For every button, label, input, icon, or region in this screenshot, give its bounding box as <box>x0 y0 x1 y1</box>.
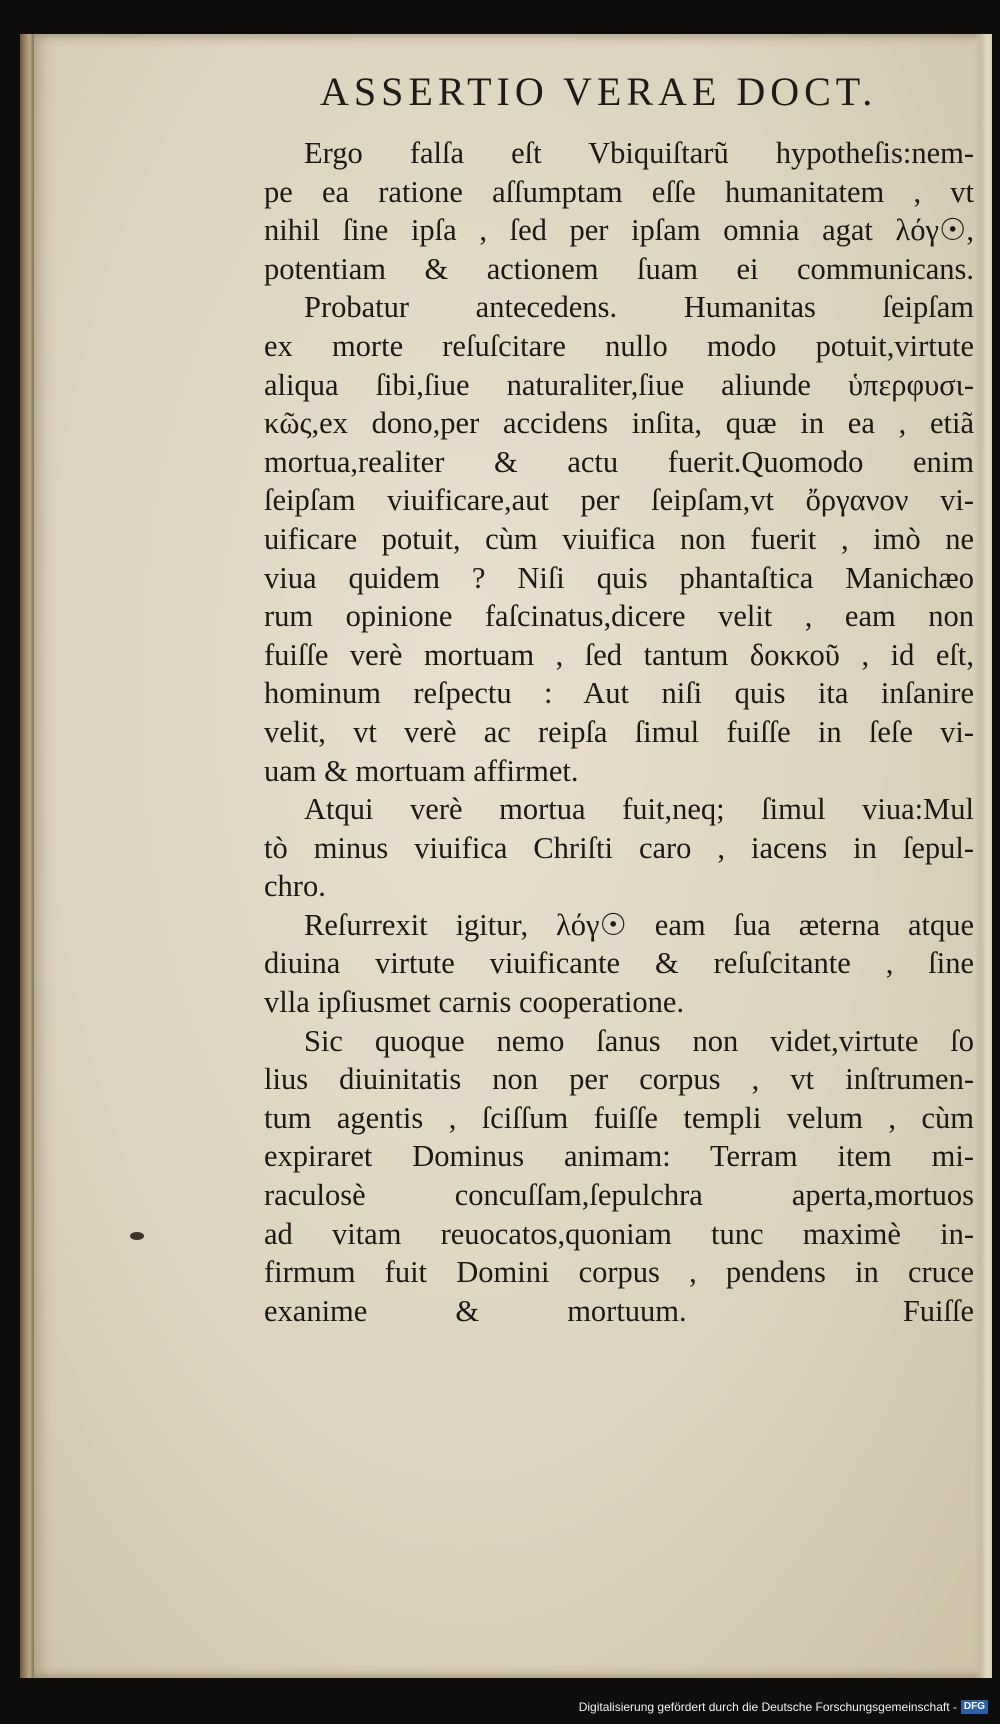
text-line: κῶς,ex dono,per accidens inſita, quæ in ea , etiã <box>264 406 974 441</box>
text-line-with-catchword <box>264 1292 974 1331</box>
book-spine-edge <box>20 34 34 1678</box>
text-line: ad vitam reuocatos,quoniam tunc maximè in- <box>264 1216 974 1251</box>
text-line: uificare potuit, cùm viuifica non fuerit , imò ne <box>264 521 974 556</box>
text-line: rum opinione faſcinatus,dicere velit , eam non <box>264 599 974 634</box>
text-line: chro. <box>264 869 326 904</box>
text-line: Probatur antecedens. Humanitas ſeipſam <box>304 290 974 325</box>
text-line: tò minus viuifica Chriſti caro , iacens in ſepul- <box>264 830 974 865</box>
running-head: ASSERTIO VERAE DOCT. <box>320 69 878 114</box>
credit-text: Digitalisierung gefördert durch die Deutsche Forschungsgemeinschaft - <box>578 1700 957 1714</box>
text-line: exanime & mortuum. <box>264 1293 687 1328</box>
text-line: ex morte reſuſcitare nullo modo potuit,virtute <box>264 328 974 363</box>
text-line: ſeipſam viuificare,aut per ſeipſam,vt ὄργανον vi- <box>264 483 974 518</box>
text-line: pe ea ratione aſſumptam eſſe humanitatem , vt <box>264 174 974 209</box>
body-text <box>264 134 974 1330</box>
text-line: velit, vt verè ac reipſa ſimul fuiſſe in ſeſe vi- <box>264 714 974 749</box>
ink-spot <box>130 1232 144 1240</box>
text-line: Atqui verè mortua fuit,neq; ſimul viua:Mul <box>304 792 974 827</box>
text-line: nihil ſine ipſa , ſed per ipſam omnia agat λόγ☉, <box>264 213 974 248</box>
text-line: Ergo falſa eſt Vbiquiſtarũ hypotheſis:nem- <box>304 136 974 170</box>
text-line: lius diuinitatis non per corpus , vt inſtrumen- <box>264 1062 974 1097</box>
text-line: vlla ipſiusmet carnis cooperatione. <box>264 985 685 1020</box>
text-line: aliqua ſibi,ſiue naturaliter,ſiue aliunde ὑπερφυσι- <box>264 367 974 402</box>
text-line: Sic quoque nemo ſanus non videt,virtute ſo <box>304 1023 974 1058</box>
digitization-credit <box>579 1700 988 1714</box>
text-line: diuina virtute viuificante & reſuſcitante , ſine <box>264 946 974 981</box>
text-line: mortua,realiter & actu fuerit.Quomodo enim <box>264 444 974 479</box>
dfg-logo-icon[interactable]: DFG <box>961 1700 988 1714</box>
text-line: hominum reſpectu : Aut niſi quis ita inſanire <box>264 676 974 711</box>
text-line: firmum fuit Domini corpus , pendens in cruce <box>264 1255 974 1290</box>
text-line: viua quidem ? Niſi quis phantaſtica Manichæo <box>264 560 974 595</box>
text-line: tum agentis , ſciſſum fuiſſe templi velum , cùm <box>264 1100 974 1135</box>
text-line: raculosè concuſſam,ſepulchra aperta,mortuos <box>264 1178 974 1213</box>
text-line: expiraret Dominus animam: Terram item mi- <box>264 1139 974 1174</box>
text-line: potentiam & actionem ſuam ei communicans. <box>264 251 974 286</box>
text-line: Reſurrexit igitur, λόγ☉ eam ſua æterna atque <box>304 907 974 942</box>
catchword: Fuiſſe <box>902 1293 975 1328</box>
page-fore-edge <box>974 34 992 1678</box>
text-line: uam & mortuam affirmet. <box>264 753 579 788</box>
text-line: fuiſſe verè mortuam , ſed tantum δοκκοῦ , id eſt, <box>264 637 974 672</box>
